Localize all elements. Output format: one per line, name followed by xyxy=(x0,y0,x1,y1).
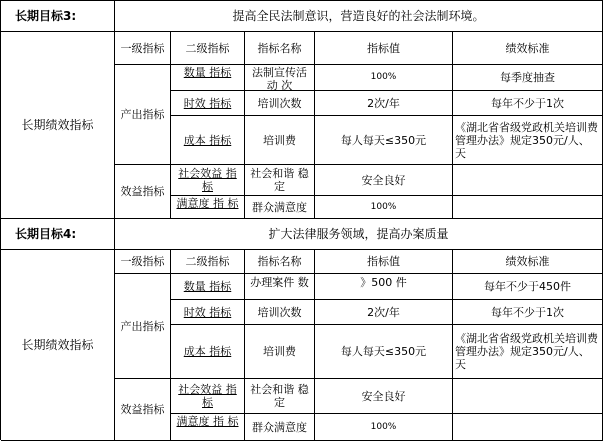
goal3-header-level1: 一级指标 xyxy=(115,32,171,65)
goal3-row3-level2: 成本 指标 xyxy=(171,116,245,165)
goal3-header-value: 指标值 xyxy=(315,32,453,65)
goal4-row1-name: 办理案件 数 xyxy=(245,274,315,300)
goal3-row5-name: 群众满意度 xyxy=(245,196,315,219)
goal3-row2-value: 2次/年 xyxy=(315,91,453,116)
goal4-row5-name: 群众满意度 xyxy=(245,414,315,441)
goal3-output-label: 产出指标 xyxy=(115,65,171,165)
goal4-row1-standard: 每年不少于450件 xyxy=(453,274,603,300)
goal4-row2-level2: 时效 指标 xyxy=(171,300,245,325)
goal3-row2-standard: 每年不少于1次 xyxy=(453,91,603,116)
goal3-row1-name: 法制宣传活动 次 xyxy=(245,65,315,91)
goal3-row5-standard xyxy=(453,196,603,219)
goal3-row4-standard xyxy=(453,165,603,196)
goal3-row1-level2: 数量 指标 xyxy=(171,65,245,91)
goal4-row5-value: 100% xyxy=(315,414,453,441)
goal3-row4-level2: 社会效益 指标 xyxy=(171,165,245,196)
goal3-row5-level2: 满意度 指 标 xyxy=(171,196,245,219)
goal3-row3-standard: 《湖北省省级党政机关培训费管理办法》规定350元/人、天 xyxy=(453,116,603,165)
goal3-header-name: 指标名称 xyxy=(245,32,315,65)
goal4-header-level2: 二级指标 xyxy=(171,250,245,274)
goal3-row3-name: 培训费 xyxy=(245,116,315,165)
goal4-output-label: 产出指标 xyxy=(115,274,171,379)
goal3-row2-name: 培训次数 xyxy=(245,91,315,116)
goal3-category: 长期绩效指标 xyxy=(1,32,115,219)
goal3-benefit-label: 效益指标 xyxy=(115,165,171,219)
goal3-row1-standard: 每季度抽查 xyxy=(453,65,603,91)
goal4-row2-standard: 每年不少于1次 xyxy=(453,300,603,325)
goal3-row5-value: 100% xyxy=(315,196,453,219)
goal4-header-name: 指标名称 xyxy=(245,250,315,274)
goal4-row3-name: 培训费 xyxy=(245,325,315,379)
goal4-benefit-label: 效益指标 xyxy=(115,379,171,441)
goal4-row3-standard: 《湖北省省级党政机关培训费管理办法》规定350元/人、天 xyxy=(453,325,603,379)
goal4-row3-level2: 成本 指标 xyxy=(171,325,245,379)
goal3-row4-value: 安全良好 xyxy=(315,165,453,196)
goal4-row1-level2: 数量 指标 xyxy=(171,274,245,300)
goal4-header-level1: 一级指标 xyxy=(115,250,171,274)
goal4-row5-level2: 满意度 指 标 xyxy=(171,414,245,441)
goal3-text: 提高全民法制意识，营造良好的社会法制环境。 xyxy=(115,1,603,32)
goal4-header-standard: 绩效标准 xyxy=(453,250,603,274)
goal4-category: 长期绩效指标 xyxy=(1,250,115,441)
goal3-header-level2: 二级指标 xyxy=(171,32,245,65)
goal3-header-standard: 绩效标准 xyxy=(453,32,603,65)
goal3-row1-value: 100% xyxy=(315,65,453,91)
goal4-row4-name: 社会和谐 稳定 xyxy=(245,379,315,414)
goal4-row5-standard xyxy=(453,414,603,441)
goal4-row4-level2: 社会效益 指标 xyxy=(171,379,245,414)
goal4-row1-value: 》500 件 xyxy=(315,274,453,300)
goal4-row2-name: 培训次数 xyxy=(245,300,315,325)
goal3-row2-level2: 时效 指标 xyxy=(171,91,245,116)
goal4-text: 扩大法律服务领域，提高办案质量 xyxy=(115,219,603,250)
goal3-row3-value: 每人每天≤350元 xyxy=(315,116,453,165)
goal3-row4-name: 社会和谐 稳定 xyxy=(245,165,315,196)
goal4-row3-value: 每人每天≤350元 xyxy=(315,325,453,379)
goal4-row2-value: 2次/年 xyxy=(315,300,453,325)
goal4-label: 长期目标4: xyxy=(1,219,115,250)
goal4-row4-value: 安全良好 xyxy=(315,379,453,414)
goal4-row4-standard xyxy=(453,379,603,414)
goal3-label: 长期目标3: xyxy=(1,1,115,32)
goal4-header-value: 指标值 xyxy=(315,250,453,274)
